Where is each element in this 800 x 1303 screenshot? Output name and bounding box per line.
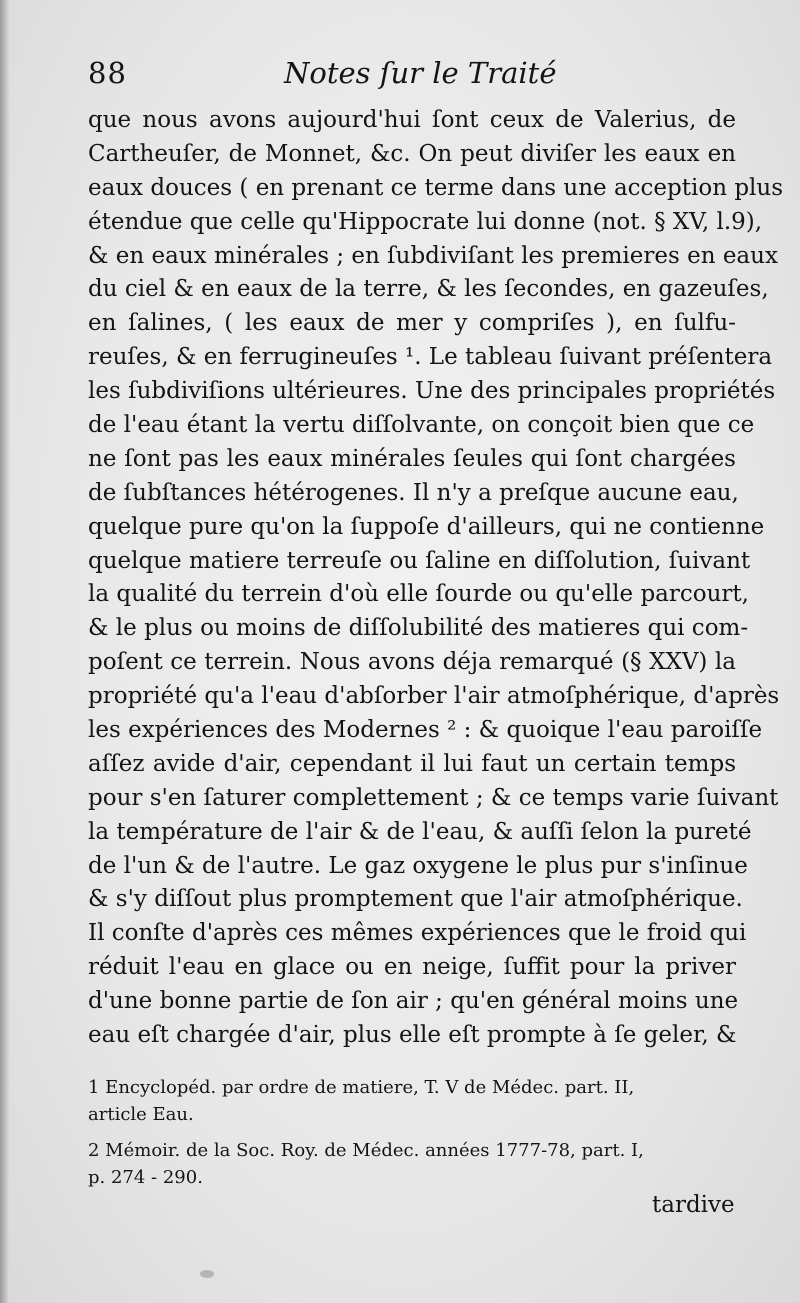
text-line: aſſez avide d'air, cependant il lui faut un certain temps (88, 750, 736, 777)
footnote-line: 2 Mémoir. de la Soc. Roy. de Médec. années 1777-78, part. I, (88, 1140, 644, 1161)
text-line: en ſalines, ( les eaux de mer y compriſes ), en ſulfu- (88, 310, 736, 337)
footnote-1 (88, 1074, 736, 1128)
text-line: & le plus ou moins de diſſolubilité des matieres qui com- (88, 615, 749, 642)
footnote-line: article Eau. (88, 1104, 194, 1125)
text-line: eaux douces ( en prenant ce terme dans une acception plus (88, 174, 784, 201)
text-line: de l'eau étant la vertu diſſolvante, on conçoit bien que ce (88, 412, 755, 439)
text-line: quelque pure qu'on la ſuppoſe d'ailleurs, qui ne contienne (88, 513, 765, 540)
text-line: reuſes, & en ferrugineuſes ¹. Le tableau ſuivant préſentera (88, 344, 773, 371)
text-line: étendue que celle qu'Hippocrate lui donne (not. § XV, l.9), (88, 208, 763, 235)
footnote-line: 1 Encyclopéd. par ordre de matiere, T. V de Médec. part. II, (88, 1077, 635, 1098)
text-line: la qualité du terrein d'où elle ſourde ou qu'elle parcourt, (88, 581, 749, 608)
page-edge-shadow (0, 0, 10, 1303)
ink-smudge (200, 1270, 214, 1278)
text-line: que nous avons aujourd'hui ſont ceux de Valerius, de (88, 107, 736, 133)
text-line: les expériences des Modernes ² : & quoique l'eau paroiſſe (88, 717, 763, 744)
running-head: Notes ſur le Traité (284, 56, 557, 90)
text-line: d'une bonne partie de ſon air ; qu'en général moins une (88, 988, 739, 1015)
text-line: Cartheuſer, de Monnet, &c. On peut diviſer les eaux en (88, 140, 736, 167)
text-line: du ciel & en eaux de la terre, & les ſecondes, en gazeuſes, (88, 276, 769, 303)
footnote-line: p. 274 - 290. (88, 1167, 203, 1188)
text-line: & s'y diſſout plus promptement que l'air atmoſphérique. (88, 886, 743, 913)
text-line: poſent ce terrein. Nous avons déja remarqué (§ XXV) la (88, 649, 736, 676)
text-line: Il conſte d'après ces mêmes expériences que le froid qui (88, 920, 747, 947)
text-line: pour s'en ſaturer complettement ; & ce temps varie ſuivant (88, 784, 779, 811)
body-text (88, 104, 784, 1053)
text-line: réduit l'eau en glace ou en neige, ſuffit pour la priver (88, 954, 736, 981)
text-line: de ſubſtances hétérogenes. Il n'y a preſque aucune eau, (88, 479, 739, 506)
page-header (88, 56, 710, 96)
text-line: la température de l'air & de l'eau, & auſſi ſelon la pureté (88, 818, 752, 845)
text-line: eau eſt chargée d'air, plus elle eſt prompte à ſe geler, & (88, 1022, 737, 1049)
text-line: propriété qu'a l'eau d'abſorber l'air atmoſphérique, d'après (88, 683, 780, 710)
page-number: 88 (88, 56, 127, 90)
footnotes (88, 1074, 736, 1191)
catchword: tardive (652, 1192, 735, 1218)
text-line: ne ſont pas les eaux minérales ſeules qui ſont chargées (88, 445, 736, 472)
text-line: & en eaux minérales ; en ſubdiviſant les premieres en eaux (88, 242, 778, 269)
text-line: les ſubdiviſions ultérieures. Une des principales propriétés (88, 378, 776, 405)
text-line: quelque matiere terreuſe ou ſaline en diſſolution, ſuivant (88, 547, 751, 574)
text-line: de l'un & de l'autre. Le gaz oxygene le plus pur s'inſinue (88, 852, 748, 879)
footnote-2 (88, 1137, 736, 1191)
